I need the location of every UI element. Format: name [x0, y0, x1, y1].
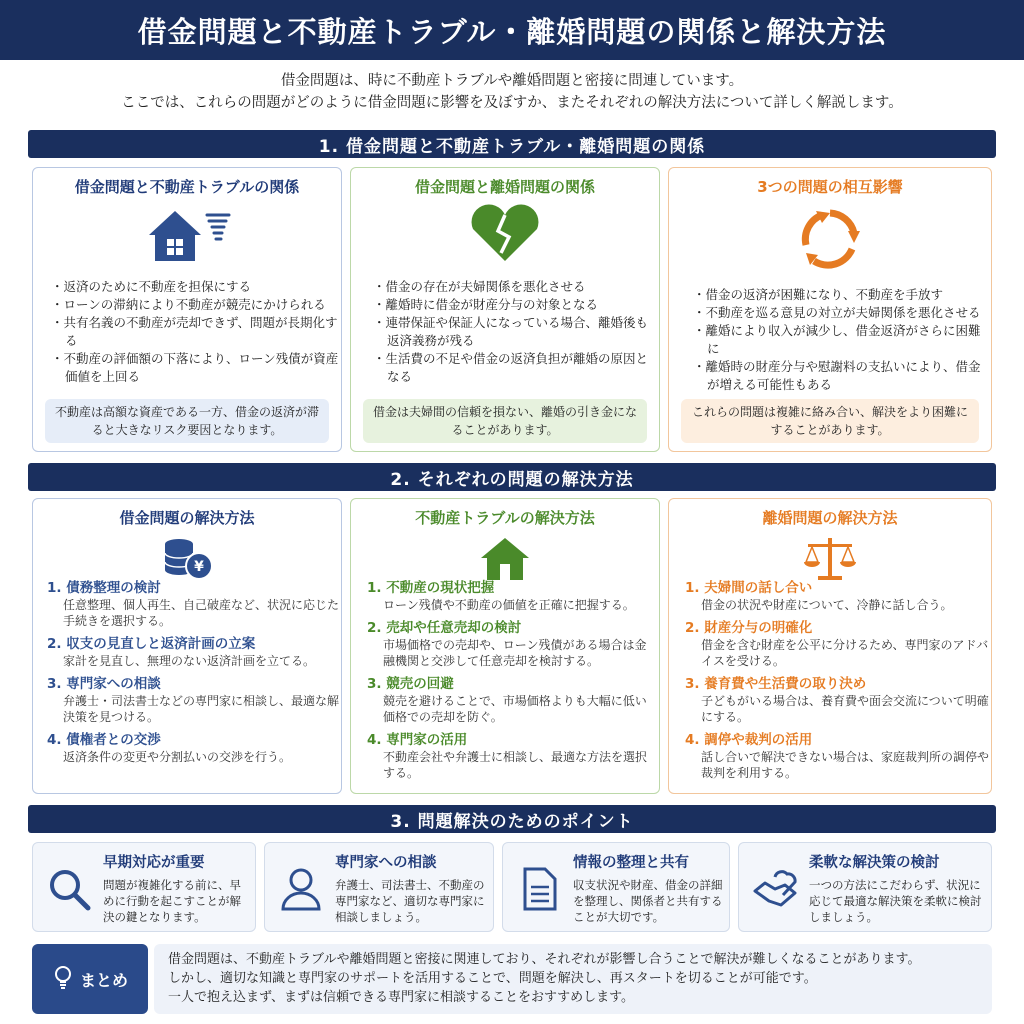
bullet: ・借金の返済が困難になり、不動産を手放す: [693, 287, 944, 302]
bullet-list: [51, 278, 341, 386]
card-title: 3つの問題の相互影響: [757, 178, 903, 196]
card-note: 不動産は高額な資産である一方、借金の返済が滞ると大きなリスク要因となります。: [45, 399, 329, 443]
section-1-title: 1. 借金問題と不動産トラブル・離婚問題の関係: [28, 130, 996, 158]
point-flexible-solution: [738, 842, 992, 932]
solution-card-real-estate: [350, 498, 660, 794]
step-desc: ローン残債や不動産の価値を正確に把握する。: [383, 598, 635, 612]
card-note: これらの問題は複雑に絡み合い、解決をより困難にすることがあります。: [681, 399, 979, 443]
bullet: ・ローンの滞納により不動産が競売にかけられる: [51, 297, 326, 312]
step-title: 2. 売却や任意売却の検討: [367, 620, 522, 636]
step-title: 2. 収支の見直しと返済計画の立案: [47, 636, 256, 652]
bullet: ・返済のために不動産を担保にする: [51, 279, 252, 294]
summary-text: [154, 944, 992, 1014]
handshake-heart-icon: [751, 865, 799, 917]
point-title: 情報の整理と共有: [573, 855, 689, 871]
broken-heart-icon: [351, 203, 659, 265]
point-desc: 収支状況や財産、借金の詳細を整理し、関係者と共有することが大切です。: [573, 878, 723, 924]
point-title: 専門家への相談: [335, 855, 437, 871]
step-desc: 子どもがいる場合は、養育費や面会交流について明確にする。: [701, 694, 989, 724]
step-title: 2. 財産分与の明確化: [685, 620, 813, 636]
point-title: 早期対応が重要: [103, 855, 205, 871]
coins-yen-icon: [33, 534, 341, 582]
point-desc: 問題が複雑化する前に、早めに行動を起こすことが解決の鍵となります。: [103, 878, 241, 924]
bullet: ・不動産の評価額の下落により、ローン残債が資産価値を上回る: [51, 351, 339, 384]
point-desc: 弁護士、司法書士、不動産の専門家など、適切な専門家に相談しましょう。: [335, 878, 485, 924]
point-consult-expert: [264, 842, 494, 932]
step-desc: 借金の状況や財産について、冷静に話し合う。: [701, 598, 953, 612]
house-tornado-icon: [33, 203, 341, 265]
bullet: ・不動産を巡る意見の対立が夫婦関係を悪化させる: [693, 305, 981, 320]
section-3-title: 3. 問題解決のためのポイント: [28, 805, 996, 833]
step-list: [685, 579, 989, 787]
step-title: 4. 債権者との交渉: [47, 732, 161, 748]
step-desc: 弁護士・司法書士などの専門家に相談し、最適な解決策を見つける。: [63, 694, 340, 724]
summary-line: 一人で抱え込まず、まずは信頼できる専門家に相談することをおすすめします。: [168, 990, 635, 1005]
person-icon: [277, 865, 325, 917]
bullet: ・離婚時に借金が財産分与の対象となる: [373, 297, 599, 312]
svg-text:¥: ¥: [194, 559, 204, 575]
step-title: 3. 専門家への相談: [47, 676, 161, 692]
summary-label-text: まとめ: [79, 970, 128, 990]
step-title: 1. 夫婦間の話し合い: [685, 580, 813, 596]
card-title: 不動産トラブルの解決方法: [415, 509, 595, 527]
relation-card-divorce: [350, 167, 660, 452]
solution-card-debt: [32, 498, 342, 794]
step-desc: 借金を含む財産を公平に分けるため、専門家のアドバイスを受ける。: [701, 638, 989, 668]
scales-icon: [669, 534, 991, 582]
point-title: 柔軟な解決策の検討: [809, 855, 940, 871]
relation-card-interaction: [668, 167, 992, 452]
bullet-list: [693, 286, 991, 394]
section-2-title: 2. それぞれの問題の解決方法: [28, 463, 996, 491]
step-list: [367, 579, 657, 787]
bullet-list: [373, 278, 657, 386]
bullet: ・借金の存在が夫婦関係を悪化させる: [373, 279, 586, 294]
solution-card-divorce: [668, 498, 992, 794]
step-desc: 返済条件の変更や分割払いの交渉を行う。: [63, 750, 292, 764]
page-header: [0, 0, 1024, 60]
card-title: 借金問題と不動産トラブルの関係: [74, 178, 300, 196]
step-title: 3. 養育費や生活費の取り決め: [685, 676, 867, 692]
step-desc: 話し合いで解決できない場合は、家庭裁判所の調停や裁判を利用する。: [701, 750, 990, 780]
card-title: 借金問題の解決方法: [119, 509, 255, 527]
magnifier-icon: [45, 865, 93, 917]
intro-line-1: 借金問題は、時に不動産トラブルや離婚問題と密接に問連しています。: [280, 73, 744, 89]
step-title: 4. 調停や裁判の活用: [685, 732, 813, 748]
relation-card-real-estate: [32, 167, 342, 452]
card-title: 借金問題と離婚問題の関係: [414, 178, 595, 196]
step-desc: 市場価格での売却や、ローン残債がある場合は金融機関と交渉して任意売却を検討する。: [383, 638, 647, 668]
bullet: ・連帯保証や保証人になっている場合、離婚後も返済義務が残る: [373, 315, 649, 348]
point-desc: 一つの方法にこだわらず、状況に応じて最適な解決策を柔軟に検討しましょう。: [809, 878, 982, 924]
bullet: ・生活費の不足や借金の返済負担が離婚の原因となる: [373, 351, 649, 384]
intro: [0, 70, 1024, 114]
step-title: 4. 専門家の活用: [367, 732, 468, 748]
step-title: 3. 競売の回避: [367, 676, 454, 692]
bullet: ・共有名義の不動産が売却できず、問題が長期化する: [51, 315, 338, 348]
bullet: ・離婚により収入が減少し、借金返済がさらに困難に: [693, 323, 981, 356]
point-early-action: [32, 842, 256, 932]
card-note: 借金は夫婦間の信頼を損ない、離婚の引き金になることがあります。: [363, 399, 647, 443]
page-title: 借金問題と不動産トラブル・離婚問題の関係と解決方法: [137, 14, 887, 49]
summary-line: 借金問題は、不動産トラブルや離婚問題と密接に関連しており、それぞれが影響し合うことで解決が難しくなることがあります。: [168, 952, 921, 967]
document-icon: [515, 865, 563, 917]
step-list: [47, 579, 339, 771]
summary-line: しかし、適切な知識と専門家のサポートを活用することで、問題を解決し、再スタートを切ることが可能です。: [168, 971, 817, 986]
step-desc: 競売を避けることで、市場価格よりも大幅に低い価格での売却を防ぐ。: [383, 694, 647, 724]
house-icon: [351, 534, 659, 582]
step-desc: 家計を見直し、無理のない返済計画を立てる。: [63, 654, 316, 668]
card-title: 離婚問題の解決方法: [762, 509, 898, 527]
step-title: 1. 債務整理の検討: [47, 580, 161, 596]
bullet: ・離婚時の財産分与や慰謝料の支払いにより、借金が増える可能性もある: [693, 359, 981, 392]
step-title: 1. 不動産の現状把握: [367, 580, 495, 596]
intro-line-2: ここでは、これらの問題がどのように借金問題に影響を及ぼすか、またそれぞれの解決方法について詳しく解説します。: [121, 95, 903, 111]
summary-label: [32, 944, 148, 1014]
point-organize-info: [502, 842, 730, 932]
step-desc: 任意整理、個人再生、自己破産など、状況に応じた手続きを選択する。: [63, 598, 340, 628]
cycle-arrows-icon: [669, 203, 991, 273]
lightbulb-icon: [52, 964, 74, 994]
step-desc: 不動産会社や弁護士に相談し、最適な方法を選択する。: [383, 750, 648, 780]
